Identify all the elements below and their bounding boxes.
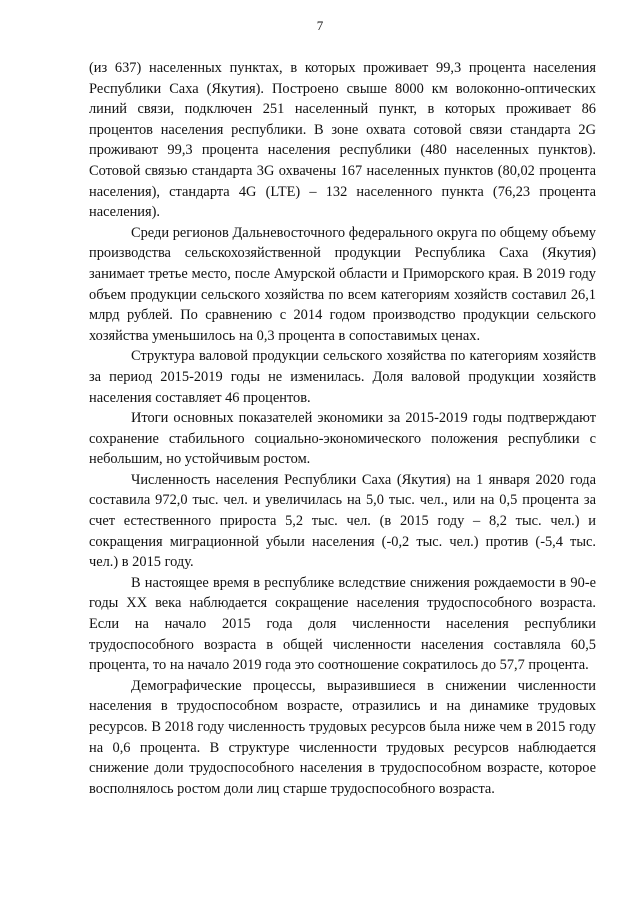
document-body	[89, 58, 596, 799]
paragraph-telecom-coverage: (из 637) населенных пунктах, в которых проживает 99,3 процента населения Республики Саха (Якутия). Построено свыше 8000 км волоконно-оптических линий связи, подключен 251 населенный пункт, в которых проживает 86 процентов населения республики. В зоне охвата сотовой связи стандарта 2G проживают 99,3 процента населения республики (480 населенных пунктов). Сотовой связью стандарта 3G охвачены 167 населенных пунктов (80,02 процента населения), стандарта 4G (LTE) – 132 населенного пункта (76,23 процента населения).	[89, 60, 596, 221]
paragraph-agriculture-structure: Структура валовой продукции сельского хозяйства по категориям хозяйств за период 2015-2019 годы не изменилась. Доля валовой продукции хозяйств населения составляет 46 процентов.	[89, 348, 596, 406]
paragraph-labor-resources: Демографические процессы, выразившиеся в снижении численности населения в трудоспособном возрасте, отразились и на динамике трудовых ресурсов. В 2018 году численность трудовых ресурсов была ниже чем в 2015 году на 0,6 процента. В структуре численности трудовых ресурсов наблюдается снижение доли трудоспособного населения в трудоспособном возрасте, которое восполнялось ростом доли лиц старше трудоспособного возраста.	[89, 677, 596, 797]
paragraph-economy-results: Итоги основных показателей экономики за 2015-2019 годы подтверждают сохранение стабильного социально-экономического положения республики с небольшим, но устойчивым ростом.	[89, 410, 596, 468]
page-number: 7	[316, 18, 324, 33]
paragraph-working-age-population: В настоящее время в республике вследствие снижения рождаемости в 90-е годы XX века наблюдается сокращение населения трудоспособного возраста. Если на начало 2015 года доля численности населения республики трудоспособного возраста в общей численности населения составляла 60,5 процента, то на начало 2019 года это соотношение сократилось до 57,7 процента.	[89, 574, 596, 674]
paragraph-agriculture-production: Среди регионов Дальневосточного федерального округа по общему объему производства сельскохозяйственной продукции Республика Саха (Якутия) занимает третье место, после Амурской области и Приморского края. В 2019 году объем продукции сельского хозяйства по всем категориям хозяйств составил 26,1 млрд рублей. По сравнению с 2014 годом производство продукции сельского хозяйства уменьшилось на 0,3 процента в сопоставимых ценах.	[89, 224, 596, 344]
paragraph-population-size: Численность населения Республики Саха (Якутия) на 1 января 2020 года составила 972,0 тыс. чел. и увеличилась на 5,0 тыс. чел., или на 0,5 процента за счет естественного прироста 5,2 тыс. чел. (в 2015 году – 8,2 тыс. чел.) и сокращения миграционной убыли населения (-0,2 тыс. чел.) против (-5,4 тыс. чел.) в 2015 году.	[89, 471, 596, 571]
